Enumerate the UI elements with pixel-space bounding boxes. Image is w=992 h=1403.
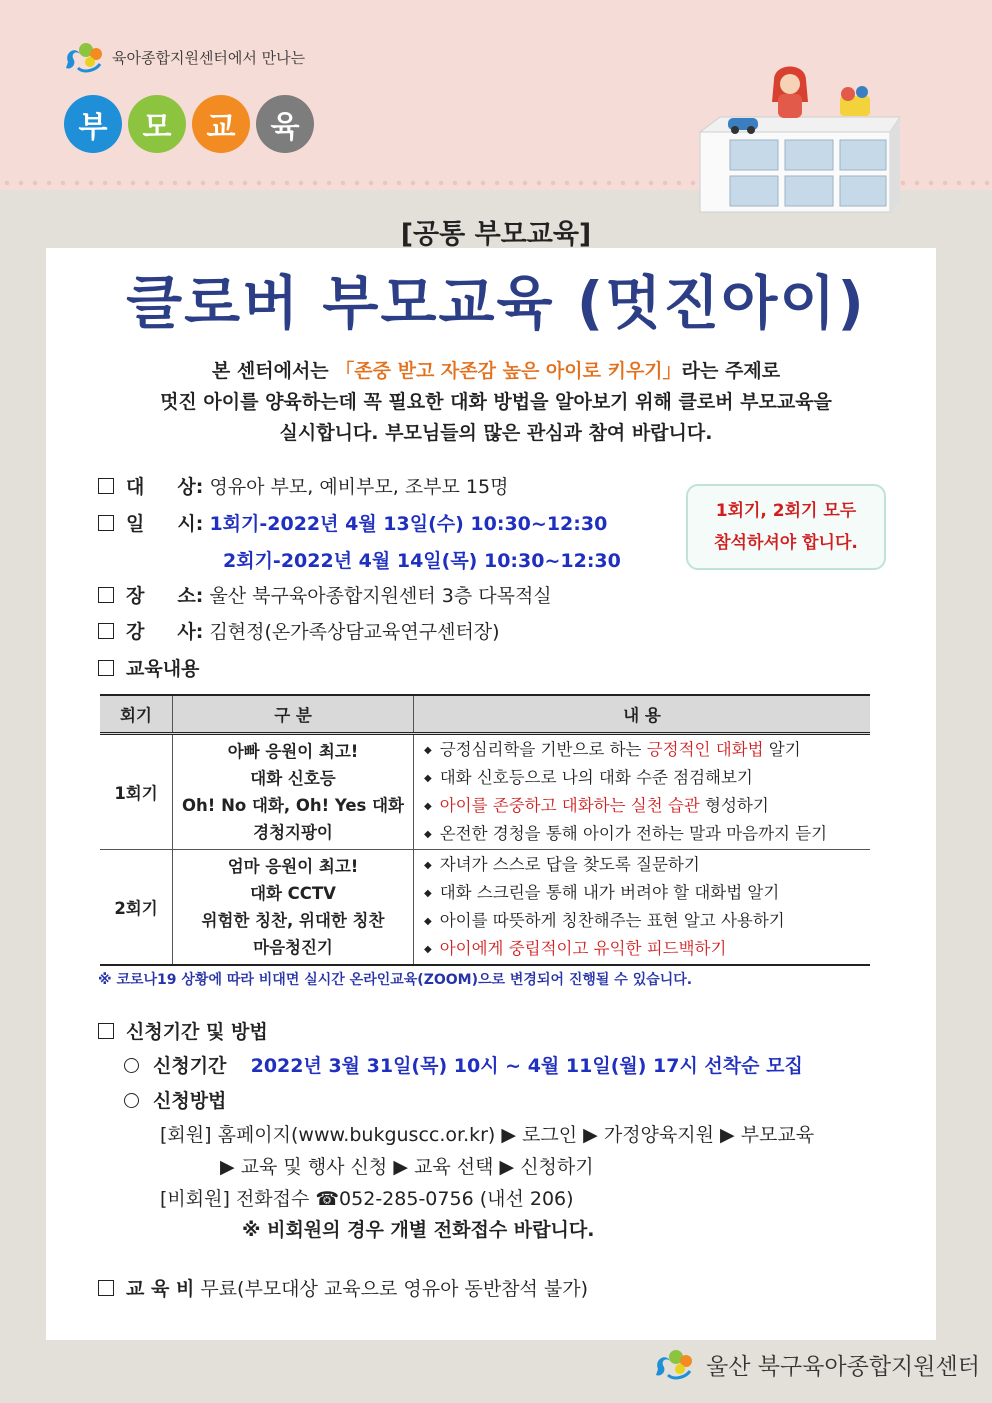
member-steps: [회원] 홈페이지(www.bukguscc.or.kr) ▶ 로그인 ▶ 가정양육지원 ▶ 부모교육 [160, 1124, 815, 1146]
info-date-2: 2회기-2022년 4월 14일(목) 10:30~12:30 [223, 550, 621, 572]
org-tagline: 육아종합지원센터에서 만나는 [112, 48, 306, 67]
circle-bullet-icon [124, 1093, 139, 1108]
arrow-icon: ▶ [583, 1124, 598, 1146]
arrow-icon: ▶ [220, 1156, 235, 1178]
bubble-gyo: 교 [192, 95, 250, 153]
arrow-icon: ▶ [720, 1124, 735, 1146]
footer-logo [652, 1345, 980, 1383]
diamond-bullet-icon: ◆ [424, 944, 432, 955]
checkbox-icon [98, 1280, 114, 1296]
table-row: 2회기 엄마 응원이 최고! 대화 CCTV 위험한 칭찬, 위대한 칭찬 마음청진기 ◆ 자녀가 스스로 답을 찾도록 질문하기 ◆ 대화 스크린을 통해 내가 버려야 할 대화법 알기 ◆ 아이를 따뜻하게 칭찬해주는 표현 알고 사용하기 ◆ 아이에게 중립적이고 유익한 피드백하기 [100, 850, 870, 966]
apply-method: 신청방법 [124, 1086, 226, 1113]
apply-period: 신청기간 2022년 3월 31일(목) 10시 ~ 4월 11일(월) 17시 선착순 모집 [124, 1051, 803, 1078]
info-content: 교육내용 [98, 654, 199, 681]
circle-bullet-icon [124, 1058, 139, 1073]
schedule-table [100, 694, 870, 966]
fee-info: 교 육 비 무료(부모대상 교육으로 영유아 동반참석 불가) [98, 1274, 588, 1301]
bubble-yuk: 육 [256, 95, 314, 153]
diamond-bullet-icon: ◆ [424, 801, 432, 812]
checkbox-icon [98, 478, 114, 494]
arrow-icon: ▶ [501, 1124, 517, 1146]
col-header-session: 회기 [100, 695, 173, 734]
member-steps-2: ▶ 교육 및 행사 신청 ▶ 교육 선택 ▶ 신청하기 [220, 1156, 594, 1178]
checkbox-icon [98, 1023, 114, 1039]
info-date: 일 시: 1회기-2022년 4월 13일(수) 10:30~12:30 [98, 509, 607, 536]
covid-note: ※ 코로나19 상황에 따라 비대면 실시간 온라인교육(ZOOM)으로 변경되어 진행될 수 있습니다. [98, 972, 693, 988]
title-bubbles [64, 95, 320, 153]
table-row: 1회기 아빠 응원이 최고! 대화 신호등 Oh! No 대화, Oh! Yes 대화 경청지팡이 ◆ 긍정심리학을 기반으로 하는 긍정적인 대화법 알기 ◆ 대화 신호등으로 나의 대화 수준 점검해보기 ◆ 아이를 존중하고 대화하는 실천 습관 형성하기 ◆ 온전한 경청을 통해 아이가 전하는 말과 마음까지 듣기 [100, 734, 870, 850]
info-place: 장 소: 울산 북구육아종합지원센터 3층 다목적실 [98, 581, 552, 608]
nonmember-phone: [비회원] 전화접수 ☎052-285-0756 (내선 206) [160, 1188, 574, 1210]
diamond-bullet-icon: ◆ [424, 829, 432, 840]
checkbox-icon [98, 660, 114, 676]
bubble-mo: 모 [128, 95, 186, 153]
col-header-content: 내 용 [414, 695, 871, 734]
diamond-bullet-icon: ◆ [424, 888, 432, 899]
page-title: 클로버 부모교육 (멋진아이) [126, 269, 866, 337]
nonmember-note: ※ 비회원의 경우 개별 전화접수 바랍니다. [242, 1219, 595, 1241]
bubble-bu: 부 [64, 95, 122, 153]
info-target: 대 상: 영유아 부모, 예비부모, 조부모 15명 [98, 472, 508, 499]
arrow-icon: ▶ [499, 1156, 515, 1178]
diamond-bullet-icon: ◆ [424, 916, 432, 927]
diamond-bullet-icon: ◆ [424, 860, 432, 871]
col-header-topic: 구 분 [173, 695, 414, 734]
subtitle: [공통 부모교육] [400, 219, 592, 250]
clover-logo-icon [62, 38, 108, 76]
footer-org-name: 울산 북구육아종합지원센터 [706, 1353, 980, 1380]
checkbox-icon [98, 623, 114, 639]
attendance-note: 1회기, 2회기 모두 참석하셔야 합니다. [686, 484, 886, 570]
diamond-bullet-icon: ◆ [424, 745, 432, 756]
checkbox-icon [98, 515, 114, 531]
diamond-bullet-icon: ◆ [424, 773, 432, 784]
intro-paragraph: 본 센터에서는 「존중 받고 자존감 높은 아이로 키우기」라는 주제로 멋진 아이를 양육하는데 꼭 필요한 대화 방법을 알아보기 위해 클로버 부모교육을 실시합니다. 부모님들의 많은 관심과 참여 바랍니다. [160, 360, 832, 444]
intro-highlight: 「존중 받고 자존감 높은 아이로 키우기」 [335, 360, 682, 382]
org-logo [62, 38, 305, 76]
arrow-icon: ▶ [393, 1156, 408, 1178]
clover-logo-icon [652, 1345, 698, 1383]
info-lecturer: 강 사: 김현정(온가족상담교육연구센터장) [98, 617, 500, 644]
apply-title: 신청기간 및 방법 [98, 1017, 268, 1044]
toy-shelf-illustration [690, 62, 920, 222]
checkbox-icon [98, 587, 114, 603]
